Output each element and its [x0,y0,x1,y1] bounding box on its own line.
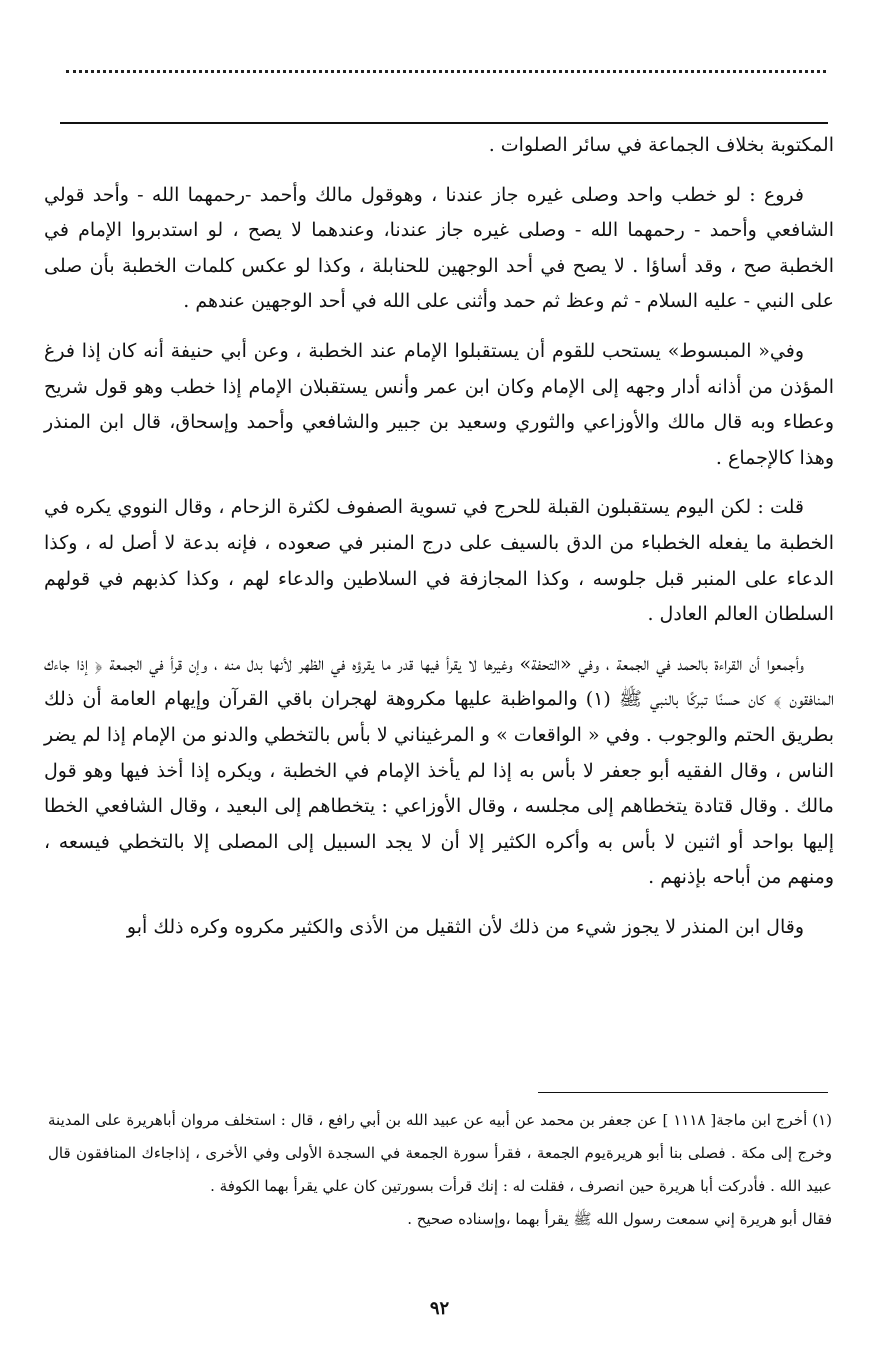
footnote: فقال أبو هريرة إني سمعت رسول الله ﷺ يقرأ بهما ،وإسناده صحيح . [407,1210,832,1228]
paragraph: وأجمعوا أن القراءة بالحمد في الجمعة ، وفي «التحفة» وغيرها لا يقرأ فيها قدر ما يقرؤه في الظهر لأنها بدل منه ، وإن قرأ في الجمعة ﴿ إذا جاءك المنافقون ﴾ كان حسنًا تبركًا بالنبي ﷺ (١) والمواظبة عليها مكروهة لهجران باقي القرآن وإيهام العامة أن ذلك بطريق الحتم والوجوب . وفي « الواقعات » و المرغيناني لا بأس بالتخطي والدنو من الإمام إذا لم يضر الناس ، وقال الفقيه أبو جعفر لا بأس به إذا لم يأخذ الإمام في الخطبة ، ويكره إذا أخذ فيها وهو قول مالك . وقال قتادة يتخطاهم إلى مجلسه ، وقال الأوزاعي : يتخطاهم إلى البعيد ، وقال الشافعي الخطا إليها بواحد أو اثنين لا بأس به وأكره الكثير إلا أن لا يجد السبيل إلى المصلى إلا بالتخطي فيسعه ، ومنهم من أباحه بإذنهم . [44,652,834,889]
footnote: (١) أخرج ابن ماجة[ ١١١٨ ] عن جعفر بن محمد عن أبيه عن عبيد الله بن أبي رافع ، قال : استخلف مروان أباهريرة على المدينة وخرج إلى مكة . فصلى بنا أبو هريرةيوم الجمعة ، فقرأ سورة الجمعة في السجدة الأولى وفي الأخرى ، إذاجاءك المنافقون قال عبيد الله . فأدركت أبا هريرة حين انصرف ، فقلت له : إنك قرأت بسورتين كان علي يقرأ بهما الكوفة . [48,1111,832,1195]
paragraph: وقال ابن المنذر لا يجوز شيء من ذلك لأن الثقيل من الأذى والكثير مكروه وكره ذلك أبو [126,915,804,938]
paragraph: المكتوبة بخلاف الجماعة في سائر الصلوات . [488,134,834,156]
paragraph: قلت : لكن اليوم يستقبلون القبلة للحرج في تسوية الصفوف لكثرة الزحام ، وقال النووي يكره في الخطبة ما يفعله الخطباء من الدق بالسيف على درج المنبر في صعوده ، فإنه بدعة لا أصل له ، وكذا الدعاء على المنبر قبل جلوسه ، وكذا المجازفة في السلاطين والدعاء لهم ، وكذا كذبهم في قولهم السلطان العالم العادل . [44,496,834,626]
footnote-rule [538,1092,828,1093]
header-rule [60,122,828,124]
page-number: ٩٢ [429,1298,450,1319]
paragraph: فروع : لو خطب واحد وصلى غيره جاز عندنا ، وهوقول مالك وأحمد -رحمهما الله - وأحد قولي الشافعي وأحمد - رحمهما الله - وصلى غيره جاز عندنا، وعندهما لا يصح ، لو استدبروا الإمام في الخطبة صح ، وقد أساؤا . لا يصح في أحد الوجهين للحنابلة ، وكذا لو عكس كلمات الخطبة بأن صلى على النبي - عليه السلام - ثم وعظ ثم حمد وأثنى على الله في أحد الوجهين عندهم . [44,183,834,313]
header-dotted-rule [66,70,826,73]
main-text [44,128,834,945]
footnotes [48,1104,832,1236]
paragraph: وفي« المبسوط» يستحب للقوم أن يستقبلوا الإمام عند الخطبة ، وعن أبي حنيفة أنه كان إذا فرغ المؤذن من أذانه أدار وجهه إلى الإمام وكان ابن عمر وأنس يستقبلان الإمام إذا خطب وهو قول شريح وعطاء وبه قال مالك والأوزاعي والثوري وسعيد بن جبير والشافعي وأحمد وإسحاق، قال ابن المنذر وهذا كالإجماع . [44,339,834,469]
